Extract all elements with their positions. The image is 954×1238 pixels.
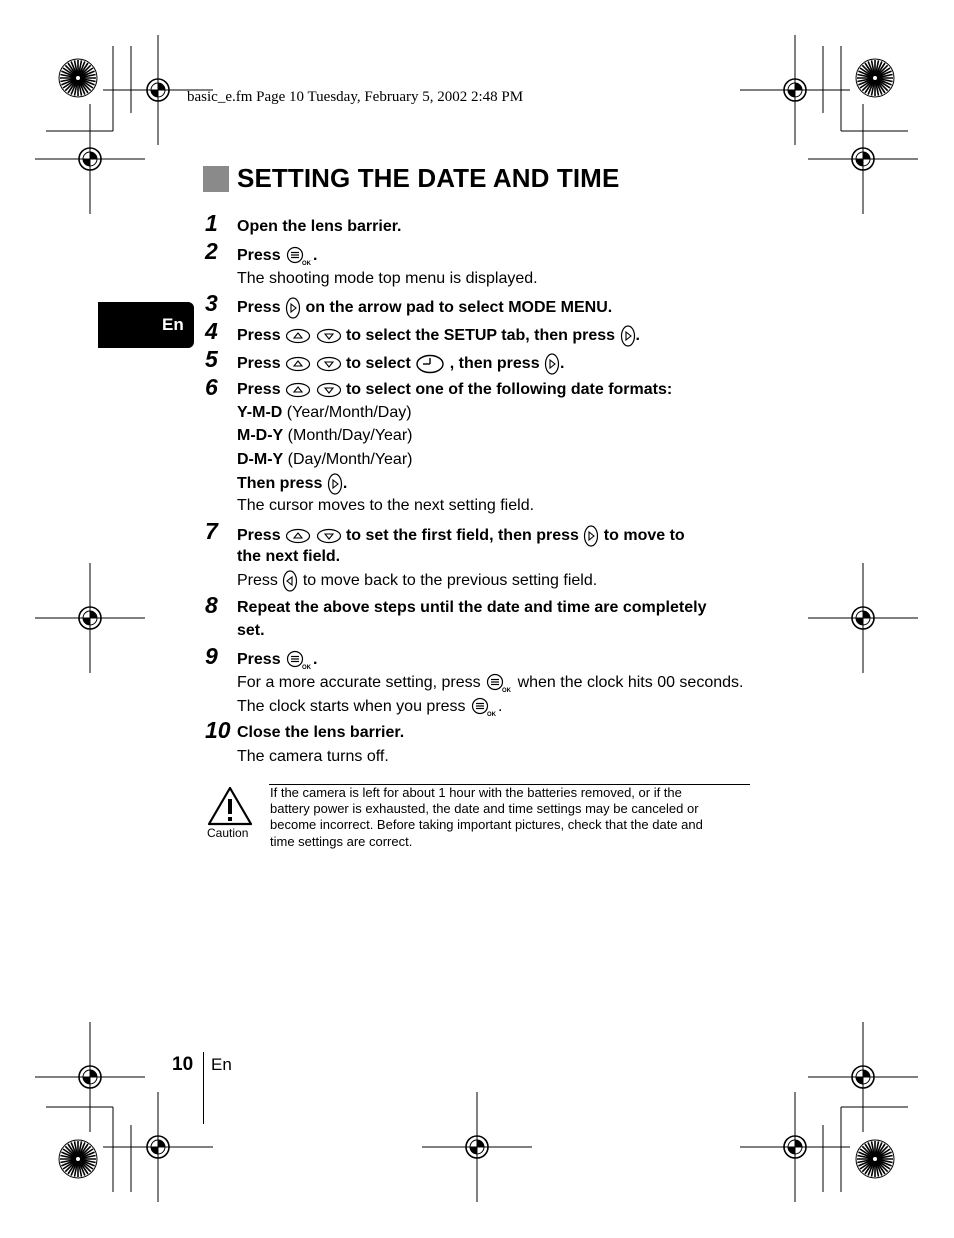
footer-divider [203,1052,204,1124]
step-6-instruction [237,381,672,399]
step-2-note: The shooting mode top menu is displayed. [237,270,538,287]
clock-icon [415,354,445,374]
step-number: 9 [205,643,218,669]
date-format-item [237,427,412,445]
arrow-up-button-icon [285,328,311,344]
step-9-note-accurate [237,673,743,693]
step-text: . [560,355,565,373]
page-number: 10 [172,1054,194,1075]
caution-warning-icon [207,786,253,826]
date-format-code: Y-M-D [237,404,283,421]
step-text: Press [237,327,281,345]
step-text: to select one of the following date formats: [345,381,673,398]
arrow-right-button-icon [583,525,599,547]
step-number: 1 [205,210,218,236]
arrow-up-button-icon [285,528,311,544]
step-text: Press [237,572,278,590]
step-6-then-press [237,473,347,495]
date-format-desc: (Day/Month/Year) [287,451,413,468]
step-text: when the clock hits 00 seconds. [517,674,744,692]
caution-line: If the camera is left for about 1 hour with the batteries removed, or if the [270,785,682,800]
menu-ok-button-icon [470,697,498,717]
step-8-instruction-cont: set. [237,622,265,639]
svg-text:OK: OK [487,712,496,717]
caution-text [270,785,754,850]
menu-ok-button-icon [285,246,313,266]
step-text: to set the first field, then press [345,527,579,545]
title-marker-square [203,166,229,192]
step-text: Press [237,247,281,265]
step-text: to move back to the previous setting field. [302,572,598,590]
caution-line: become incorrect. Before taking important pictures, check that the date and [270,817,703,833]
caution-line: battery power is exhausted, the date and time settings may be canceled or [270,801,699,817]
step-number: 5 [205,346,218,372]
date-format-item [237,404,412,422]
arrow-right-button-icon [544,353,560,375]
language-side-tab-label: En [162,315,184,334]
step-text: to select the SETUP tab, then press [345,327,616,345]
step-number: 8 [205,592,218,618]
step-9-instruction [237,650,318,670]
arrow-left-button-icon [282,570,298,592]
step-number: 3 [205,290,218,316]
step-2-instruction [237,246,318,266]
language-side-tab [98,302,194,348]
step-3-instruction [237,297,612,319]
step-1-text: Open the lens barrier. [237,218,402,235]
arrow-right-button-icon [285,297,301,319]
arrow-down-button-icon [316,356,342,372]
step-text: . [313,651,318,669]
caution-line: time settings are correct. [270,833,413,849]
page-language: En [211,1055,232,1074]
date-format-code: M-D-Y [237,427,284,444]
step-text: . [342,475,348,493]
arrow-up-button-icon [285,382,311,398]
step-text: , then press [449,355,540,373]
menu-ok-button-icon [285,650,313,670]
arrow-down-button-icon [316,528,342,544]
step-text: For a more accurate setting, press [237,674,481,692]
step-text: The clock starts when you press [237,698,466,716]
step-text: on the arrow pad to select MODE MENU. [305,299,613,317]
step-text: Press [237,381,281,398]
date-format-desc: (Year/Month/Day) [286,404,412,421]
step-number: 4 [205,318,218,344]
date-format-item [237,451,412,469]
step-10-text: Close the lens barrier. [237,724,405,741]
date-format-code: D-M-Y [237,451,284,468]
print-header-line: basic_e.fm Page 10 Tuesday, February 5, 2002 2:48 PM [187,89,524,105]
svg-text:OK: OK [302,261,312,266]
arrow-right-button-icon [327,473,343,495]
page-title: SETTING THE DATE AND TIME [237,163,620,193]
step-text: Then press [237,475,323,493]
arrow-down-button-icon [316,382,342,398]
svg-text:OK: OK [302,665,312,670]
step-text: to select [345,355,411,373]
step-number: 6 [205,374,218,400]
step-9-note-clock [237,697,502,717]
step-text: . [635,327,640,345]
step-5-instruction [237,353,565,375]
step-6-note: The cursor moves to the next setting field. [237,497,535,514]
svg-text:OK: OK [502,688,512,693]
step-4-instruction [237,325,640,347]
menu-ok-button-icon [485,673,513,693]
step-7-note [237,570,597,592]
step-text: . [313,247,318,265]
step-7-instruction-cont: the next field. [237,548,341,565]
step-text: to move to [603,527,685,545]
step-text: Press [237,527,281,545]
step-number: 10 [205,717,231,743]
step-text: Press [237,651,281,669]
date-format-desc: (Month/Day/Year) [287,427,413,444]
step-7-instruction [237,525,685,547]
step-text: . [498,698,503,716]
caution-label: Caution [207,826,249,840]
arrow-up-button-icon [285,356,311,372]
step-number: 2 [205,238,218,264]
step-text: Press [237,299,281,317]
step-10-note: The camera turns off. [237,748,389,765]
step-number: 7 [205,518,218,544]
step-8-instruction: Repeat the above steps until the date and time are completely [237,599,707,616]
arrow-down-button-icon [316,328,342,344]
step-text: Press [237,355,281,373]
arrow-right-button-icon [620,325,636,347]
